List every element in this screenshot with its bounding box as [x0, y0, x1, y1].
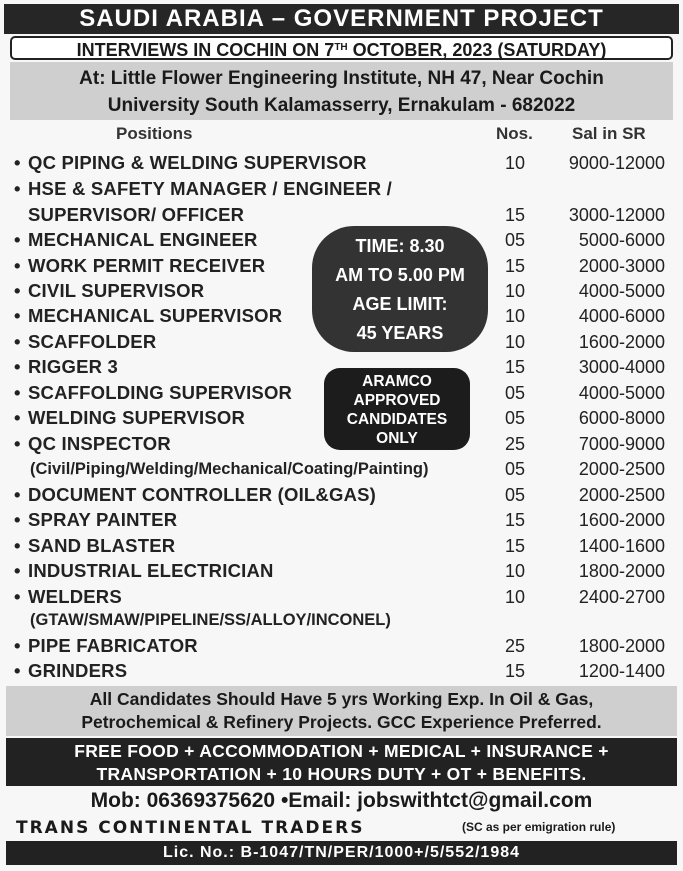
position-count: 25 [504, 636, 526, 656]
company-name: TRANS CONTINENTAL TRADERS [16, 818, 365, 838]
position-row: • PIPE FABRICATOR [14, 635, 198, 656]
position-count: 05 [504, 230, 526, 250]
position-salary: 4000-6000 [578, 306, 665, 326]
position-name: SPRAY PAINTER [28, 509, 178, 530]
position-name: MECHANICAL ENGINEER [28, 229, 258, 250]
time-line: TIME: 8.30 [355, 236, 445, 256]
venue-line-1: At: Little Flower Engineering Institute, NH 47, Near Cochin [79, 68, 604, 89]
aramco-line-2: APPROVED [353, 392, 441, 409]
position-name: WELDERS [28, 586, 122, 607]
position-salary: 1200-1400 [578, 661, 665, 681]
position-salary: 1800-2000 [578, 636, 665, 656]
position-salary: 1600-2000 [578, 510, 665, 530]
position-name: MECHANICAL SUPERVISOR [28, 305, 283, 326]
interview-date-suffix: OCTOBER, 2023 (SATURDAY) [347, 40, 607, 60]
position-count: 05 [504, 383, 526, 403]
position-count: 15 [504, 205, 526, 225]
position-count: 15 [504, 256, 526, 276]
position-count: 10 [504, 561, 526, 581]
position-count: 10 [504, 587, 526, 607]
position-name: CIVIL SUPERVISOR [28, 280, 205, 301]
position-salary: 3000-12000 [568, 205, 665, 225]
requirements-banner [6, 686, 677, 736]
position-name: SCAFFOLDING SUPERVISOR [28, 382, 293, 403]
position-row: • CIVIL SUPERVISOR [14, 280, 205, 301]
company-note: (SC as per emigration rule) [462, 820, 616, 834]
position-row: • WELDING SUPERVISOR [14, 407, 246, 428]
position-salary: 5000-6000 [578, 230, 665, 250]
position-salary: 7000-9000 [578, 434, 665, 454]
interview-date-banner [10, 36, 673, 60]
benefits-banner [6, 738, 677, 786]
position-row: • SPRAY PAINTER [14, 509, 178, 530]
interview-date-prefix: INTERVIEWS IN COCHIN ON 7 [76, 40, 335, 60]
position-count: 10 [504, 153, 526, 173]
position-row: • WORK PERMIT RECEIVER [14, 255, 266, 276]
position-row: • SAND BLASTER [14, 535, 176, 556]
mobile-number: Mob: 06369375620 [90, 789, 276, 812]
venue-block [10, 62, 673, 120]
position-count: 15 [504, 661, 526, 681]
position-row: • MECHANICAL SUPERVISOR [14, 305, 283, 326]
position-salary: 1800-2000 [578, 561, 665, 581]
column-header-positions: Positions [116, 124, 193, 143]
requirements-line-2: Petrochemical & Refinery Projects. GCC Experience Preferred. [81, 712, 602, 732]
position-row: • INDUSTRIAL ELECTRICIAN [14, 560, 274, 581]
age-limit-label: AGE LIMIT: [352, 294, 448, 314]
position-name: SCAFFOLDER [28, 331, 157, 352]
position-count: 05 [504, 459, 526, 479]
position-salary: 2000-3000 [578, 256, 665, 276]
position-count: 10 [504, 281, 526, 301]
position-count: 10 [504, 306, 526, 326]
aramco-line-4: ONLY [376, 430, 418, 447]
position-count: 05 [504, 485, 526, 505]
position-name: PIPE FABRICATOR [28, 635, 198, 656]
position-subtype: (GTAW/SMAW/PIPELINE/SS/ALLOY/INCONEL) [30, 611, 391, 629]
position-count: 10 [504, 332, 526, 352]
position-salary: 6000-8000 [578, 408, 665, 428]
position-salary: 1600-2000 [578, 332, 665, 352]
position-count: 05 [504, 408, 526, 428]
venue-line-2: University South Kalamasserry, Ernakulam - 682022 [107, 95, 576, 116]
column-header-salary: Sal in SR [572, 124, 646, 143]
position-salary: 1400-1600 [578, 536, 665, 556]
position-row: • QC PIPING & WELDING SUPERVISOR [14, 152, 367, 173]
position-count: 15 [504, 536, 526, 556]
position-subtype: (Civil/Piping/Welding/Mechanical/Coating/Painting) [30, 460, 429, 478]
ad-title: SAUDI ARABIA – GOVERNMENT PROJECT [4, 4, 679, 34]
position-salary: 4000-5000 [578, 281, 665, 301]
position-name: SAND BLASTER [28, 535, 176, 556]
contact-line [6, 788, 677, 814]
benefits-line-2: TRANSPORTATION + 10 HOURS DUTY + OT + BENEFITS. [96, 764, 587, 784]
age-limit-value: 45 YEARS [356, 323, 444, 343]
position-salary: 2400-2700 [578, 587, 665, 607]
time-range-line: AM TO 5.00 PM [335, 265, 465, 285]
position-row: • GRINDERS [14, 660, 128, 681]
aramco-line-3: CANDIDATES [346, 411, 448, 428]
position-salary: 3000-4000 [578, 357, 665, 377]
position-row: • HSE & SAFETY MANAGER / ENGINEER / [14, 178, 392, 199]
position-salary: 9000-12000 [568, 153, 665, 173]
position-row: • DOCUMENT CONTROLLER (OIL&GAS) [14, 484, 377, 505]
position-name: DOCUMENT CONTROLLER (OIL&GAS) [28, 484, 377, 505]
position-salary: 2000-2500 [578, 459, 665, 479]
position-row: • MECHANICAL ENGINEER [14, 229, 258, 250]
aramco-line-1: ARAMCO [362, 373, 432, 390]
position-name: GRINDERS [28, 660, 128, 681]
position-name: WORK PERMIT RECEIVER [28, 255, 266, 276]
benefits-line-1: FREE FOOD + ACCOMMODATION + MEDICAL + INSURANCE + [74, 741, 609, 761]
aramco-badge [324, 368, 470, 450]
position-name: WELDING SUPERVISOR [28, 407, 246, 428]
position-row: • QC INSPECTOR [14, 433, 171, 454]
position-name: RIGGER 3 [28, 356, 119, 377]
email-address: •Email: jobswithtct@gmail.com [280, 789, 593, 812]
position-name: QC PIPING & WELDING SUPERVISOR [28, 152, 367, 173]
interview-date-ordinal: TH [334, 42, 348, 53]
position-count: 25 [504, 434, 526, 454]
license-number: Lic. No.: B-1047/TN/PER/1000+/5/552/1984 [6, 841, 677, 865]
position-row: • SCAFFOLDING SUPERVISOR [14, 382, 293, 403]
position-count: 15 [504, 357, 526, 377]
position-row: • SCAFFOLDER [14, 331, 157, 352]
position-salary: 4000-5000 [578, 383, 665, 403]
time-age-badge [312, 226, 488, 352]
position-row: • WELDERS [14, 586, 122, 607]
position-name: INDUSTRIAL ELECTRICIAN [28, 560, 274, 581]
position-name-continued: SUPERVISOR/ OFFICER [28, 204, 245, 225]
position-row: • RIGGER 3 [14, 356, 119, 377]
position-name: HSE & SAFETY MANAGER / ENGINEER / [28, 178, 392, 199]
column-header-nos: Nos. [496, 124, 533, 143]
position-salary: 2000-2500 [578, 485, 665, 505]
position-name: QC INSPECTOR [28, 433, 171, 454]
requirements-line-1: All Candidates Should Have 5 yrs Working Exp. In Oil & Gas, [89, 689, 594, 709]
position-count: 15 [504, 510, 526, 530]
